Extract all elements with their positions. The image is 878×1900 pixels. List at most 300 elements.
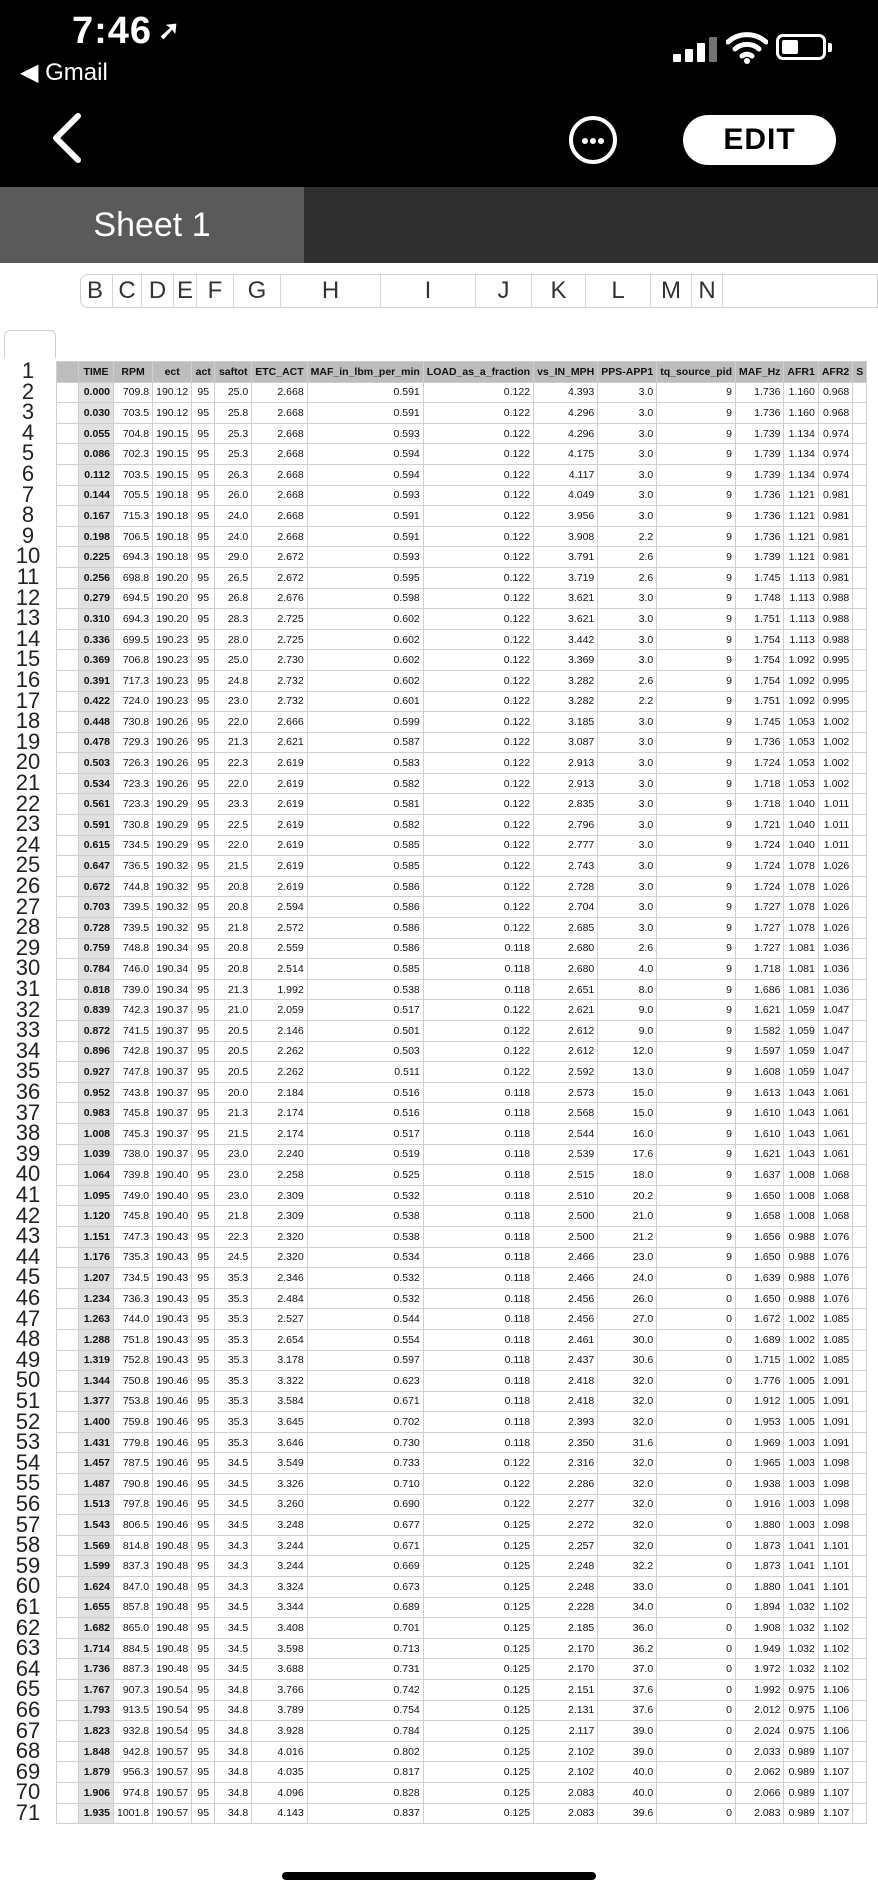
cell[interactable]: [853, 609, 867, 630]
cell[interactable]: 2.418: [534, 1371, 598, 1392]
cell[interactable]: 4.296: [534, 403, 598, 424]
cell[interactable]: 1.650: [736, 1247, 784, 1268]
cell[interactable]: 1.724: [736, 856, 784, 877]
row-number[interactable]: 53: [15, 1429, 41, 1455]
cell[interactable]: 37.6: [598, 1700, 657, 1721]
cell[interactable]: 0.122: [423, 712, 533, 733]
cell[interactable]: 0.118: [423, 1412, 533, 1433]
row-number[interactable]: 32: [15, 996, 41, 1022]
cell[interactable]: 1.107: [818, 1782, 852, 1803]
cell[interactable]: 0.689: [307, 1597, 423, 1618]
row-gutter-cell[interactable]: [57, 1000, 79, 1021]
row-gutter-cell[interactable]: [57, 1762, 79, 1783]
cell[interactable]: 2.651: [534, 979, 598, 1000]
home-indicator[interactable]: [282, 1872, 596, 1880]
cell[interactable]: 0.544: [307, 1309, 423, 1330]
cell[interactable]: 95: [192, 1453, 215, 1474]
cell[interactable]: [853, 567, 867, 588]
cell[interactable]: 95: [192, 567, 215, 588]
cell[interactable]: 702.3: [114, 444, 153, 465]
cell[interactable]: 1.377: [79, 1391, 114, 1412]
cell[interactable]: 0.581: [307, 794, 423, 815]
row-gutter-cell[interactable]: [57, 1268, 79, 1289]
cell[interactable]: 0: [657, 1350, 736, 1371]
cell[interactable]: 0.989: [784, 1782, 818, 1803]
cell[interactable]: 1.102: [818, 1659, 852, 1680]
cell[interactable]: 0.975: [784, 1700, 818, 1721]
cell[interactable]: 1.092: [784, 650, 818, 671]
cell[interactable]: 0: [657, 1782, 736, 1803]
cell[interactable]: [853, 815, 867, 836]
row-gutter-cell[interactable]: [57, 876, 79, 897]
cell[interactable]: 1.078: [784, 856, 818, 877]
cell[interactable]: 956.3: [114, 1762, 153, 1783]
cell[interactable]: 0.122: [423, 1494, 533, 1515]
cell[interactable]: 0.733: [307, 1453, 423, 1474]
cell[interactable]: 1.107: [818, 1803, 852, 1824]
cell[interactable]: 1.085: [818, 1329, 852, 1350]
cell[interactable]: 190.37: [153, 1041, 192, 1062]
cell[interactable]: 0.995: [818, 691, 852, 712]
row-number[interactable]: 37: [15, 1099, 41, 1125]
cell[interactable]: 0.122: [423, 423, 533, 444]
cell[interactable]: 0.122: [423, 506, 533, 527]
more-options-button[interactable]: [569, 116, 617, 164]
cell[interactable]: 2.437: [534, 1350, 598, 1371]
row-gutter-cell[interactable]: [57, 1144, 79, 1165]
row-number[interactable]: 35: [15, 1058, 41, 1084]
row-gutter-cell[interactable]: [57, 1577, 79, 1598]
row-gutter-cell[interactable]: [57, 1185, 79, 1206]
cell[interactable]: 3.442: [534, 629, 598, 650]
cell[interactable]: 190.37: [153, 1021, 192, 1042]
back-chevron-icon[interactable]: [48, 112, 88, 164]
cell[interactable]: 3.766: [252, 1680, 307, 1701]
cell[interactable]: [853, 897, 867, 918]
row-number[interactable]: 49: [15, 1346, 41, 1372]
row-gutter-cell[interactable]: [57, 732, 79, 753]
cell[interactable]: 2.668: [252, 423, 307, 444]
row-gutter-cell[interactable]: [57, 1226, 79, 1247]
cell[interactable]: 20.8: [215, 876, 252, 897]
cell[interactable]: 3.791: [534, 547, 598, 568]
cell[interactable]: [853, 1432, 867, 1453]
row-gutter-cell[interactable]: [57, 959, 79, 980]
cell[interactable]: 1.005: [784, 1371, 818, 1392]
cell[interactable]: 2.461: [534, 1329, 598, 1350]
cell[interactable]: [853, 1329, 867, 1350]
cell[interactable]: 790.8: [114, 1474, 153, 1495]
cell[interactable]: 21.8: [215, 1206, 252, 1227]
cell[interactable]: 24.5: [215, 1247, 252, 1268]
row-number[interactable]: 33: [15, 1017, 41, 1043]
cell[interactable]: 190.37: [153, 1144, 192, 1165]
row-number[interactable]: 48: [15, 1326, 41, 1352]
row-gutter-cell[interactable]: [57, 1123, 79, 1144]
cell[interactable]: 1.686: [736, 979, 784, 1000]
cell[interactable]: [853, 1556, 867, 1577]
cell[interactable]: 0.125: [423, 1638, 533, 1659]
cell[interactable]: 2.730: [252, 650, 307, 671]
cell[interactable]: 9: [657, 959, 736, 980]
cell[interactable]: 0.586: [307, 876, 423, 897]
cell[interactable]: [853, 732, 867, 753]
cell[interactable]: 2.672: [252, 567, 307, 588]
cell[interactable]: 0: [657, 1453, 736, 1474]
cell[interactable]: 814.8: [114, 1535, 153, 1556]
cell[interactable]: [853, 1577, 867, 1598]
cell[interactable]: 0: [657, 1556, 736, 1577]
cell[interactable]: 190.57: [153, 1741, 192, 1762]
cell[interactable]: 1.061: [818, 1144, 852, 1165]
cell[interactable]: 34.8: [215, 1680, 252, 1701]
cell[interactable]: 9: [657, 444, 736, 465]
cell[interactable]: 2.272: [534, 1515, 598, 1536]
cell[interactable]: 0.730: [307, 1432, 423, 1453]
cell[interactable]: 0.988: [784, 1268, 818, 1289]
cell[interactable]: 3.0: [598, 506, 657, 527]
cell[interactable]: 95: [192, 773, 215, 794]
cell[interactable]: 9: [657, 1082, 736, 1103]
cell[interactable]: 1.176: [79, 1247, 114, 1268]
cell[interactable]: 0.118: [423, 938, 533, 959]
cell[interactable]: 32.0: [598, 1515, 657, 1536]
cell[interactable]: 2.6: [598, 567, 657, 588]
cell[interactable]: 0.710: [307, 1474, 423, 1495]
cell[interactable]: 2.2: [598, 526, 657, 547]
cell[interactable]: 3.789: [252, 1700, 307, 1721]
cell[interactable]: 2.320: [252, 1226, 307, 1247]
cell[interactable]: [853, 1638, 867, 1659]
cell[interactable]: 2.913: [534, 753, 598, 774]
cell[interactable]: 3.0: [598, 815, 657, 836]
cell[interactable]: 1.724: [736, 753, 784, 774]
cell[interactable]: 1.727: [736, 938, 784, 959]
cell[interactable]: 0.122: [423, 444, 533, 465]
cell[interactable]: 95: [192, 444, 215, 465]
cell[interactable]: 3.244: [252, 1556, 307, 1577]
cell[interactable]: 0.118: [423, 1226, 533, 1247]
cell[interactable]: 1.032: [784, 1638, 818, 1659]
cell[interactable]: 95: [192, 506, 215, 527]
cell[interactable]: 95: [192, 1391, 215, 1412]
cell[interactable]: 3.0: [598, 588, 657, 609]
cell[interactable]: 0.602: [307, 650, 423, 671]
column-letter[interactable]: E: [174, 274, 197, 308]
row-gutter-cell[interactable]: [57, 1453, 79, 1474]
cell[interactable]: 1.106: [818, 1721, 852, 1742]
cell[interactable]: 0.030: [79, 403, 114, 424]
row-number[interactable]: 4: [21, 419, 35, 445]
cell[interactable]: 24.0: [215, 526, 252, 547]
cell[interactable]: 2.466: [534, 1247, 598, 1268]
cell[interactable]: 39.6: [598, 1803, 657, 1824]
cell[interactable]: 95: [192, 856, 215, 877]
cell[interactable]: 1.672: [736, 1309, 784, 1330]
row-gutter-cell[interactable]: [57, 1474, 79, 1495]
row-gutter-cell[interactable]: [57, 1309, 79, 1330]
cell[interactable]: 0.517: [307, 1000, 423, 1021]
cell[interactable]: 95: [192, 1371, 215, 1392]
cell[interactable]: 0: [657, 1412, 736, 1433]
cell[interactable]: [853, 1041, 867, 1062]
cell[interactable]: 95: [192, 979, 215, 1000]
row-number[interactable]: 40: [15, 1161, 41, 1187]
cell[interactable]: 190.54: [153, 1721, 192, 1742]
cell[interactable]: 0.122: [423, 1000, 533, 1021]
cell[interactable]: 9: [657, 1123, 736, 1144]
cell[interactable]: 9: [657, 403, 736, 424]
cell[interactable]: 1.106: [818, 1700, 852, 1721]
row-number[interactable]: 65: [15, 1676, 41, 1702]
cell[interactable]: 190.48: [153, 1556, 192, 1577]
row-number[interactable]: 2: [21, 378, 35, 404]
cell[interactable]: 739.5: [114, 918, 153, 939]
cell[interactable]: 9: [657, 897, 736, 918]
row-number[interactable]: 1: [21, 358, 35, 383]
cell[interactable]: 0.256: [79, 567, 114, 588]
cell[interactable]: [853, 464, 867, 485]
row-gutter-cell[interactable]: [57, 506, 79, 527]
cell[interactable]: [853, 1597, 867, 1618]
cell[interactable]: 1.085: [818, 1309, 852, 1330]
cell[interactable]: 190.48: [153, 1659, 192, 1680]
cell[interactable]: 0.759: [79, 938, 114, 959]
row-gutter-cell[interactable]: [57, 979, 79, 1000]
cell[interactable]: 22.3: [215, 1226, 252, 1247]
cell[interactable]: 190.43: [153, 1288, 192, 1309]
cell[interactable]: 1.658: [736, 1206, 784, 1227]
cell[interactable]: 724.0: [114, 691, 153, 712]
cell[interactable]: 95: [192, 1103, 215, 1124]
cell[interactable]: 9: [657, 506, 736, 527]
cell[interactable]: 2.240: [252, 1144, 307, 1165]
cell[interactable]: 190.46: [153, 1391, 192, 1412]
cell[interactable]: 0.995: [818, 670, 852, 691]
cell[interactable]: 2.257: [534, 1535, 598, 1556]
cell[interactable]: 0.671: [307, 1535, 423, 1556]
cell[interactable]: 0.118: [423, 1350, 533, 1371]
cell[interactable]: 744.8: [114, 876, 153, 897]
cell[interactable]: 21.3: [215, 979, 252, 1000]
cell[interactable]: 0.118: [423, 1268, 533, 1289]
cell[interactable]: 2.184: [252, 1082, 307, 1103]
cell[interactable]: 190.37: [153, 1123, 192, 1144]
cell[interactable]: 1.102: [818, 1638, 852, 1659]
cell[interactable]: 95: [192, 815, 215, 836]
cell[interactable]: 9: [657, 1185, 736, 1206]
cell[interactable]: 1.689: [736, 1329, 784, 1350]
cell[interactable]: 3.0: [598, 773, 657, 794]
cell[interactable]: 1.908: [736, 1618, 784, 1639]
cell[interactable]: 0.927: [79, 1062, 114, 1083]
cell[interactable]: 0.118: [423, 1371, 533, 1392]
cell[interactable]: 34.5: [215, 1474, 252, 1495]
cell[interactable]: 30.6: [598, 1350, 657, 1371]
cell[interactable]: [853, 1268, 867, 1289]
cell[interactable]: 0.671: [307, 1391, 423, 1412]
cell[interactable]: 2.592: [534, 1062, 598, 1083]
cell[interactable]: 751.8: [114, 1329, 153, 1350]
cell[interactable]: 0.989: [784, 1741, 818, 1762]
cell[interactable]: 190.26: [153, 732, 192, 753]
cell[interactable]: 1.610: [736, 1103, 784, 1124]
cell[interactable]: 1.650: [736, 1185, 784, 1206]
cell[interactable]: 2.083: [534, 1803, 598, 1824]
cell[interactable]: 9: [657, 423, 736, 444]
cell[interactable]: 190.37: [153, 1000, 192, 1021]
cell[interactable]: 741.5: [114, 1021, 153, 1042]
cell[interactable]: 1.715: [736, 1350, 784, 1371]
cell[interactable]: 21.0: [215, 1000, 252, 1021]
cell[interactable]: [853, 1453, 867, 1474]
cell[interactable]: 34.3: [215, 1577, 252, 1598]
row-number[interactable]: 45: [15, 1264, 41, 1290]
column-header-cell[interactable]: saftot: [215, 362, 252, 383]
cell[interactable]: 3.178: [252, 1350, 307, 1371]
cell[interactable]: 1.101: [818, 1535, 852, 1556]
cell[interactable]: 1.041: [784, 1577, 818, 1598]
cell[interactable]: [853, 1082, 867, 1103]
cell[interactable]: 1.002: [818, 712, 852, 733]
cell[interactable]: 1.043: [784, 1103, 818, 1124]
cell[interactable]: 1.053: [784, 712, 818, 733]
cell[interactable]: 36.0: [598, 1618, 657, 1639]
cell[interactable]: [853, 1474, 867, 1495]
cell[interactable]: 0.981: [818, 506, 852, 527]
cell[interactable]: [853, 1226, 867, 1247]
cell[interactable]: 2.316: [534, 1453, 598, 1474]
cell[interactable]: 0: [657, 1659, 736, 1680]
cell[interactable]: 95: [192, 1082, 215, 1103]
cell[interactable]: 3.908: [534, 526, 598, 547]
cell[interactable]: 0.728: [79, 918, 114, 939]
cell[interactable]: 0.122: [423, 1021, 533, 1042]
cell[interactable]: 0: [657, 1268, 736, 1289]
cell[interactable]: 32.0: [598, 1494, 657, 1515]
cell[interactable]: 190.54: [153, 1700, 192, 1721]
cell[interactable]: 715.3: [114, 506, 153, 527]
cell[interactable]: 2.672: [252, 547, 307, 568]
column-letter[interactable]: L: [586, 274, 651, 308]
cell[interactable]: 1.113: [784, 609, 818, 630]
cell[interactable]: 190.20: [153, 609, 192, 630]
cell[interactable]: 1.714: [79, 1638, 114, 1659]
cell[interactable]: 1.727: [736, 918, 784, 939]
cell[interactable]: 0.478: [79, 732, 114, 753]
cell[interactable]: 1.068: [818, 1165, 852, 1186]
cell[interactable]: 15.0: [598, 1082, 657, 1103]
cell[interactable]: 0: [657, 1329, 736, 1350]
cell[interactable]: 9: [657, 835, 736, 856]
cell[interactable]: 190.40: [153, 1185, 192, 1206]
cell[interactable]: 26.0: [215, 485, 252, 506]
cell[interactable]: 2.6: [598, 938, 657, 959]
cell[interactable]: 95: [192, 1721, 215, 1742]
cell[interactable]: 9: [657, 1041, 736, 1062]
cell[interactable]: 3.549: [252, 1453, 307, 1474]
cell[interactable]: 1.061: [818, 1082, 852, 1103]
cell[interactable]: 3.621: [534, 609, 598, 630]
row-number[interactable]: 58: [15, 1532, 41, 1558]
cell[interactable]: 23.0: [215, 1144, 252, 1165]
cell[interactable]: 3.0: [598, 403, 657, 424]
row-gutter-cell[interactable]: [57, 1103, 79, 1124]
cell[interactable]: 37.6: [598, 1680, 657, 1701]
cell[interactable]: 2.743: [534, 856, 598, 877]
cell[interactable]: 3.326: [252, 1474, 307, 1495]
cell[interactable]: 0.532: [307, 1288, 423, 1309]
cell[interactable]: 1.727: [736, 897, 784, 918]
cell[interactable]: 3.0: [598, 897, 657, 918]
cell[interactable]: 2.796: [534, 815, 598, 836]
row-number[interactable]: 28: [15, 914, 41, 940]
cell[interactable]: 95: [192, 1741, 215, 1762]
cell[interactable]: 1.005: [784, 1412, 818, 1433]
cell[interactable]: 0.837: [307, 1803, 423, 1824]
row-number[interactable]: 31: [15, 976, 41, 1001]
cell[interactable]: 95: [192, 918, 215, 939]
cell[interactable]: 9: [657, 382, 736, 403]
cell[interactable]: 95: [192, 1123, 215, 1144]
cell[interactable]: 1.776: [736, 1371, 784, 1392]
cell[interactable]: 3.0: [598, 753, 657, 774]
cell[interactable]: 0.538: [307, 979, 423, 1000]
cell[interactable]: 2.024: [736, 1721, 784, 1742]
cell[interactable]: 95: [192, 1535, 215, 1556]
cell[interactable]: 1.621: [736, 1000, 784, 1021]
cell[interactable]: 0.122: [423, 567, 533, 588]
row-gutter-cell[interactable]: [57, 1041, 79, 1062]
column-letter[interactable]: K: [532, 274, 586, 308]
cell[interactable]: 0.310: [79, 609, 114, 630]
cell[interactable]: 1.739: [736, 547, 784, 568]
cell[interactable]: 9: [657, 1021, 736, 1042]
cell[interactable]: 17.6: [598, 1144, 657, 1165]
row-gutter-cell[interactable]: [57, 1597, 79, 1618]
cell[interactable]: 0.974: [818, 444, 852, 465]
cell[interactable]: 34.5: [215, 1515, 252, 1536]
cell[interactable]: 3.0: [598, 382, 657, 403]
cell[interactable]: 0.118: [423, 1185, 533, 1206]
cell[interactable]: 190.40: [153, 1165, 192, 1186]
cell[interactable]: 2.559: [252, 938, 307, 959]
cell[interactable]: 0.594: [307, 464, 423, 485]
cell[interactable]: 1.949: [736, 1638, 784, 1659]
cell[interactable]: 1.008: [784, 1165, 818, 1186]
cell[interactable]: 3.0: [598, 650, 657, 671]
cell[interactable]: 2.466: [534, 1268, 598, 1289]
cell[interactable]: 32.0: [598, 1371, 657, 1392]
cell[interactable]: 1.113: [784, 629, 818, 650]
cell[interactable]: 190.46: [153, 1515, 192, 1536]
cell[interactable]: 0.125: [423, 1762, 533, 1783]
cell[interactable]: 0.591: [307, 506, 423, 527]
cell[interactable]: 2.174: [252, 1123, 307, 1144]
cell[interactable]: 1.043: [784, 1123, 818, 1144]
cell[interactable]: 0.989: [784, 1803, 818, 1824]
cell[interactable]: 1.003: [784, 1453, 818, 1474]
row-number[interactable]: 57: [15, 1511, 41, 1537]
cell[interactable]: [853, 691, 867, 712]
cell[interactable]: 1.880: [736, 1515, 784, 1536]
cell[interactable]: 0.591: [79, 815, 114, 836]
cell[interactable]: 1.639: [736, 1268, 784, 1289]
cell[interactable]: 1.040: [784, 835, 818, 856]
cell[interactable]: [853, 1350, 867, 1371]
cell[interactable]: 0.702: [307, 1412, 423, 1433]
cell[interactable]: 0.713: [307, 1638, 423, 1659]
